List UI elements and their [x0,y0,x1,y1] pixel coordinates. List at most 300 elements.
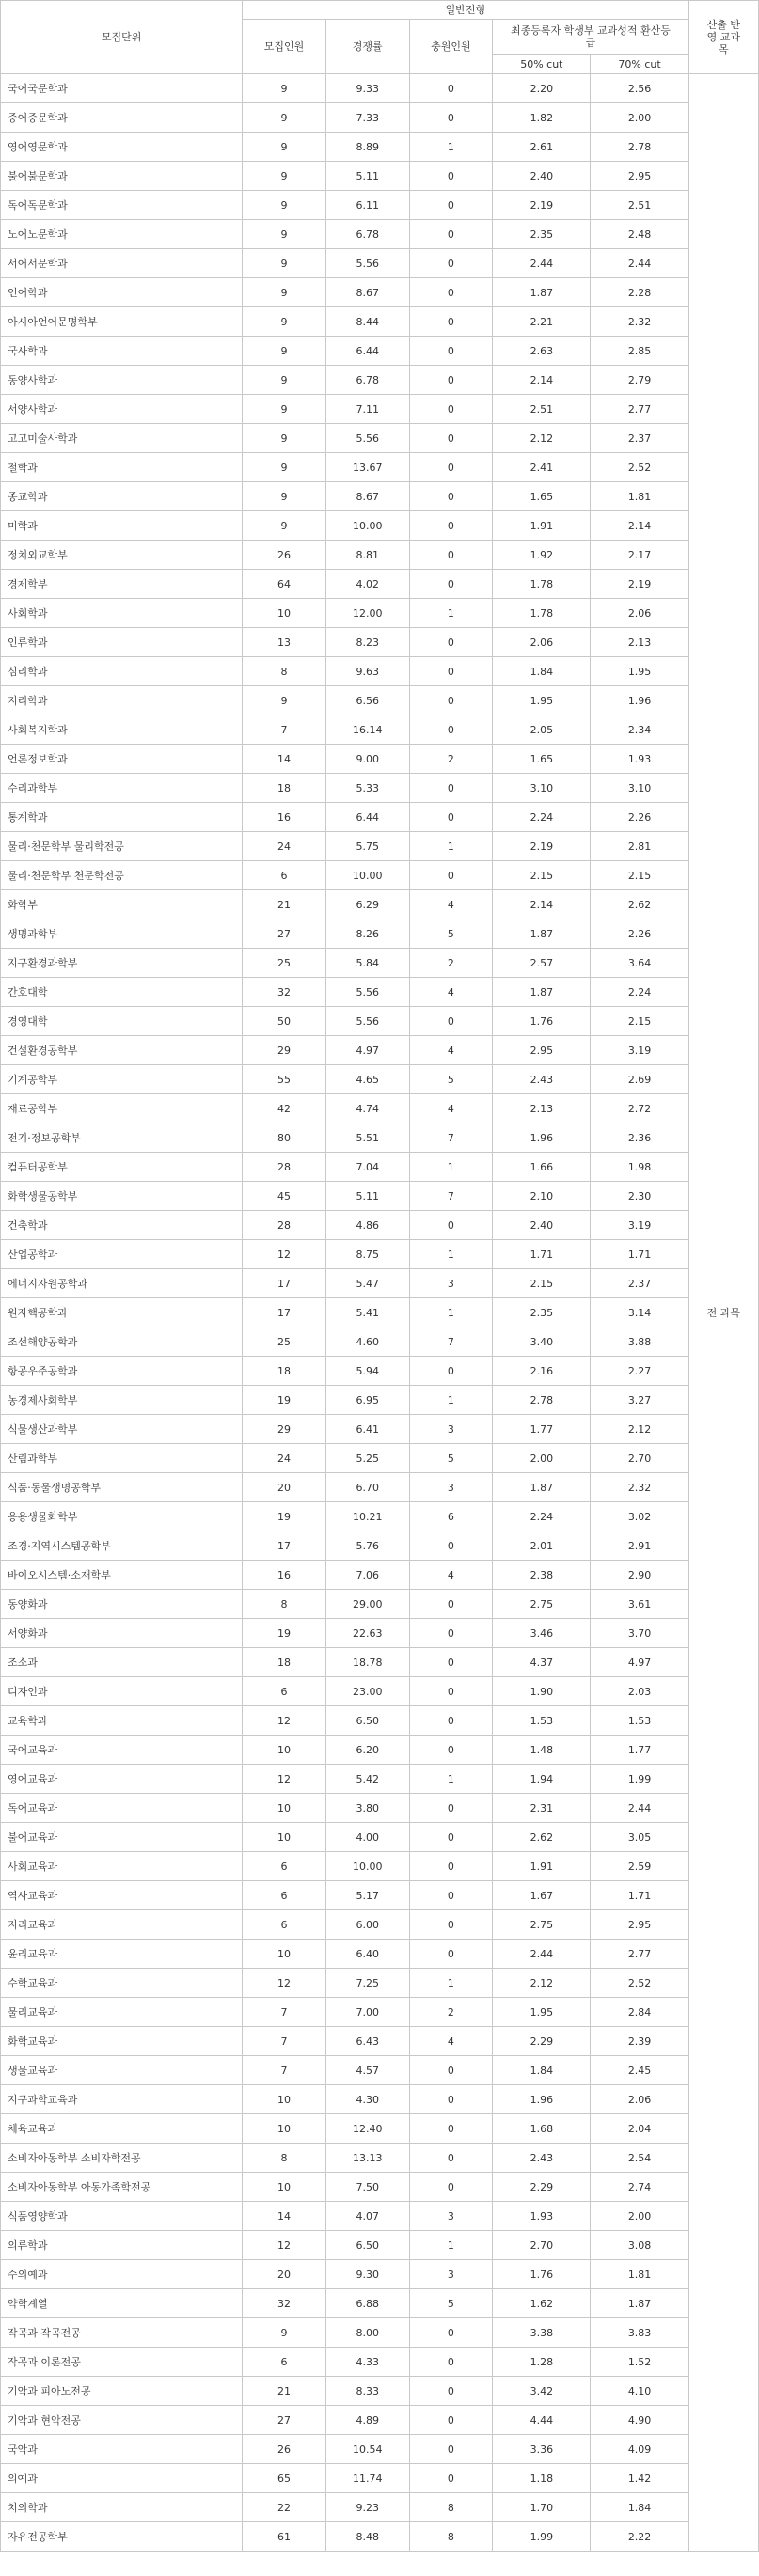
table-row [1,2377,759,2406]
table-row [1,2464,759,2493]
additional-count: 0 [409,1357,493,1386]
unit-name: 농경제사회학부 [1,1386,243,1415]
cut-70: 3.19 [591,1211,688,1240]
cut-70: 1.71 [591,1240,688,1269]
additional-count: 0 [409,307,493,337]
table-row [1,1007,759,1036]
additional-count: 3 [409,2202,493,2231]
cut-70: 4.09 [591,2435,688,2464]
table-row [1,570,759,599]
cut-50: 2.01 [493,1531,591,1561]
unit-name: 언어학과 [1,278,243,307]
table-row [1,2027,759,2056]
header-cut50: 50% cut [493,55,591,74]
additional-count: 0 [409,2173,493,2202]
competition-rate: 8.67 [325,482,409,511]
unit-name: 생물교육과 [1,2056,243,2085]
cut-50: 2.43 [493,1065,591,1094]
additional-count: 0 [409,337,493,366]
competition-rate: 6.70 [325,1473,409,1502]
competition-rate: 7.06 [325,1561,409,1590]
cut-70: 2.72 [591,1094,688,1123]
table-row [1,2056,759,2085]
competition-rate: 7.50 [325,2173,409,2202]
recruit-count: 17 [243,1269,326,1298]
cut-70: 1.71 [591,1881,688,1910]
recruit-count: 21 [243,890,326,919]
cut-70: 1.95 [591,657,688,686]
cut-50: 4.44 [493,2406,591,2435]
additional-count: 1 [409,1240,493,1269]
unit-name: 심리학과 [1,657,243,686]
unit-name: 경제학부 [1,570,243,599]
additional-count: 1 [409,1969,493,1998]
recruit-count: 8 [243,657,326,686]
cut-70: 2.77 [591,395,688,424]
competition-rate: 5.56 [325,424,409,453]
competition-rate: 8.00 [325,2318,409,2348]
table-row [1,657,759,686]
cut-70: 2.91 [591,1531,688,1561]
table-row [1,103,759,133]
additional-count: 0 [409,1881,493,1910]
cut-50: 1.53 [493,1706,591,1736]
recruit-count: 7 [243,1998,326,2027]
unit-name: 윤리교육과 [1,1940,243,1969]
competition-rate: 6.40 [325,1940,409,1969]
table-row [1,1386,759,1415]
unit-name: 조소과 [1,1648,243,1677]
table-row [1,686,759,715]
cut-50: 1.96 [493,2085,591,2114]
table-row [1,1502,759,1531]
additional-count: 0 [409,1531,493,1561]
recruit-count: 9 [243,74,326,103]
competition-rate: 8.44 [325,307,409,337]
cut-50: 2.10 [493,1182,591,1211]
unit-name: 작곡과 작곡전공 [1,2318,243,2348]
header-subjects-label: 산출 반영 교과목 [706,19,741,55]
cut-50: 1.91 [493,511,591,541]
table-row [1,1182,759,1211]
additional-count: 0 [409,657,493,686]
cut-70: 2.28 [591,278,688,307]
cut-50: 2.44 [493,249,591,278]
table-row [1,1211,759,1240]
unit-name: 경영대학 [1,1007,243,1036]
additional-count: 7 [409,1182,493,1211]
cut-70: 2.90 [591,1561,688,1590]
recruit-count: 10 [243,2085,326,2114]
competition-rate: 5.75 [325,832,409,861]
additional-count: 0 [409,2085,493,2114]
unit-name: 화학교육과 [1,2027,243,2056]
cut-70: 4.10 [591,2377,688,2406]
unit-name: 국악과 [1,2435,243,2464]
cut-70: 2.44 [591,1794,688,1823]
cut-70: 2.62 [591,890,688,919]
unit-name: 국어국문학과 [1,74,243,103]
cut-50: 1.99 [493,2522,591,2552]
recruit-count: 29 [243,1415,326,1444]
additional-count: 0 [409,803,493,832]
unit-name: 의류학과 [1,2231,243,2260]
recruit-count: 17 [243,1531,326,1561]
cut-50: 1.87 [493,1473,591,1502]
cut-70: 2.19 [591,570,688,599]
cut-50: 1.87 [493,978,591,1007]
unit-name: 물리교육과 [1,1998,243,2027]
cut-50: 3.10 [493,774,591,803]
recruit-count: 10 [243,1794,326,1823]
cut-70: 3.88 [591,1327,688,1357]
table-row [1,890,759,919]
cut-50: 2.12 [493,1969,591,1998]
unit-name: 약학계열 [1,2289,243,2318]
competition-rate: 4.86 [325,1211,409,1240]
competition-rate: 4.57 [325,2056,409,2085]
recruit-count: 9 [243,133,326,162]
additional-count: 0 [409,2318,493,2348]
competition-rate: 4.30 [325,2085,409,2114]
cut-50: 1.87 [493,919,591,949]
recruit-count: 80 [243,1123,326,1153]
cut-70: 2.44 [591,249,688,278]
additional-count: 0 [409,570,493,599]
additional-count: 0 [409,1852,493,1881]
recruit-count: 9 [243,249,326,278]
additional-count: 0 [409,1648,493,1677]
cut-50: 1.84 [493,2056,591,2085]
competition-rate: 11.74 [325,2464,409,2493]
recruit-count: 9 [243,220,326,249]
cut-70: 2.45 [591,2056,688,2085]
additional-count: 0 [409,424,493,453]
unit-name: 서양사학과 [1,395,243,424]
unit-name: 지구환경과학부 [1,949,243,978]
additional-count: 4 [409,890,493,919]
table-row [1,191,759,220]
cut-50: 2.78 [493,1386,591,1415]
competition-rate: 8.67 [325,278,409,307]
cut-50: 2.29 [493,2173,591,2202]
recruit-count: 10 [243,1823,326,1852]
table-body [1,74,759,2552]
cut-70: 3.70 [591,1619,688,1648]
cut-50: 2.19 [493,832,591,861]
cut-70: 1.93 [591,745,688,774]
cut-70: 2.00 [591,2202,688,2231]
cut-50: 2.43 [493,2144,591,2173]
recruit-count: 6 [243,1881,326,1910]
additional-count: 0 [409,103,493,133]
table-row [1,2406,759,2435]
recruit-count: 16 [243,1561,326,1590]
competition-rate: 7.25 [325,1969,409,1998]
cut-50: 2.20 [493,74,591,103]
recruit-count: 28 [243,1211,326,1240]
unit-name: 소비자아동학부 아동가족학전공 [1,2173,243,2202]
recruit-count: 7 [243,2056,326,2085]
table-row [1,2318,759,2348]
unit-name: 통계학과 [1,803,243,832]
additional-count: 0 [409,774,493,803]
competition-rate: 5.56 [325,1007,409,1036]
cut-50: 1.93 [493,2202,591,2231]
recruit-count: 9 [243,2318,326,2348]
additional-count: 0 [409,628,493,657]
cut-50: 2.29 [493,2027,591,2056]
recruit-count: 12 [243,2231,326,2260]
additional-count: 4 [409,1561,493,1590]
unit-name: 아시아언어문명학부 [1,307,243,337]
competition-rate: 5.51 [325,1123,409,1153]
recruit-count: 64 [243,570,326,599]
table-row [1,74,759,103]
competition-rate: 4.65 [325,1065,409,1094]
cut-50: 1.90 [493,1677,591,1706]
recruit-count: 18 [243,1357,326,1386]
cut-70: 2.17 [591,541,688,570]
cut-50: 2.75 [493,1590,591,1619]
recruit-count: 14 [243,745,326,774]
table-row [1,1240,759,1269]
unit-name: 영어교육과 [1,1765,243,1794]
competition-rate: 4.33 [325,2348,409,2377]
cut-70: 2.06 [591,599,688,628]
cut-70: 2.77 [591,1940,688,1969]
cut-70: 2.56 [591,74,688,103]
cut-70: 2.37 [591,424,688,453]
table-row [1,803,759,832]
additional-count: 0 [409,861,493,890]
unit-name: 지구과학교육과 [1,2085,243,2114]
table-row [1,1094,759,1123]
cut-50: 2.38 [493,1561,591,1590]
table-row [1,2260,759,2289]
recruit-count: 10 [243,599,326,628]
cut-70: 3.27 [591,1386,688,1415]
header-score-title-label: 최종등록자 학생부 교과성적 환산등급 [511,24,671,49]
cut-70: 3.10 [591,774,688,803]
cut-70: 2.79 [591,366,688,395]
unit-name: 수리과학부 [1,774,243,803]
recruit-count: 20 [243,1473,326,1502]
unit-name: 원자핵공학과 [1,1298,243,1327]
header-subjects [688,1,758,74]
table-row [1,133,759,162]
unit-name: 불어불문학과 [1,162,243,191]
unit-name: 화학부 [1,890,243,919]
table-row [1,482,759,511]
competition-rate: 10.00 [325,1852,409,1881]
cut-70: 2.00 [591,103,688,133]
table-row [1,2085,759,2114]
unit-name: 국사학과 [1,337,243,366]
cut-50: 2.63 [493,337,591,366]
additional-count: 0 [409,541,493,570]
recruit-count: 9 [243,511,326,541]
competition-rate: 5.41 [325,1298,409,1327]
competition-rate: 3.80 [325,1794,409,1823]
table-row [1,1677,759,1706]
unit-name: 화학생물공학부 [1,1182,243,1211]
recruit-count: 27 [243,2406,326,2435]
additional-count: 5 [409,1444,493,1473]
table-row [1,220,759,249]
cut-50: 2.14 [493,890,591,919]
cut-50: 1.70 [493,2493,591,2522]
competition-rate: 8.48 [325,2522,409,2552]
additional-count: 0 [409,162,493,191]
additional-count: 0 [409,1910,493,1940]
recruit-count: 9 [243,307,326,337]
additional-count: 0 [409,249,493,278]
additional-count: 0 [409,2435,493,2464]
cut-50: 2.13 [493,1094,591,1123]
additional-count: 0 [409,2114,493,2144]
cut-70: 1.99 [591,1765,688,1794]
table-row [1,745,759,774]
cut-50: 2.61 [493,133,591,162]
cut-50: 2.24 [493,803,591,832]
cut-70: 2.32 [591,307,688,337]
recruit-count: 28 [243,1153,326,1182]
cut-50: 2.51 [493,395,591,424]
cut-50: 2.00 [493,1444,591,1473]
cut-70: 3.05 [591,1823,688,1852]
cut-50: 2.62 [493,1823,591,1852]
additional-count: 4 [409,1036,493,1065]
recruit-count: 9 [243,482,326,511]
cut-50: 1.94 [493,1765,591,1794]
table-row [1,599,759,628]
competition-rate: 5.56 [325,978,409,1007]
additional-count: 2 [409,1998,493,2027]
cut-50: 1.67 [493,1881,591,1910]
subjects-value: 전 과목 [688,74,758,2552]
cut-70: 1.87 [591,2289,688,2318]
table-row [1,541,759,570]
competition-rate: 6.11 [325,191,409,220]
competition-rate: 8.81 [325,541,409,570]
cut-70: 3.64 [591,949,688,978]
cut-70: 2.24 [591,978,688,1007]
recruit-count: 42 [243,1094,326,1123]
additional-count: 4 [409,1094,493,1123]
recruit-count: 9 [243,686,326,715]
cut-70: 2.48 [591,220,688,249]
cut-50: 2.95 [493,1036,591,1065]
additional-count: 0 [409,2464,493,2493]
recruit-count: 16 [243,803,326,832]
additional-count: 4 [409,2027,493,2056]
table-row [1,1765,759,1794]
unit-name: 식물생산과학부 [1,1415,243,1444]
table-row [1,1473,759,1502]
unit-name: 생명과학부 [1,919,243,949]
cut-70: 2.37 [591,1269,688,1298]
unit-name: 독어독문학과 [1,191,243,220]
competition-rate: 6.88 [325,2289,409,2318]
cut-50: 1.62 [493,2289,591,2318]
competition-rate: 12.00 [325,599,409,628]
competition-rate: 10.00 [325,511,409,541]
table-row [1,1706,759,1736]
recruit-count: 26 [243,541,326,570]
table-row [1,2231,759,2260]
recruit-count: 10 [243,1940,326,1969]
recruit-count: 25 [243,949,326,978]
table-row [1,1327,759,1357]
unit-name: 전기·정보공학부 [1,1123,243,1153]
recruit-count: 6 [243,861,326,890]
table-row [1,1415,759,1444]
cut-70: 3.61 [591,1590,688,1619]
recruit-count: 19 [243,1386,326,1415]
competition-rate: 5.11 [325,162,409,191]
recruit-count: 19 [243,1619,326,1648]
unit-name: 수학교육과 [1,1969,243,1998]
table-row [1,1123,759,1153]
additional-count: 3 [409,2260,493,2289]
competition-rate: 6.20 [325,1736,409,1765]
cut-70: 2.15 [591,1007,688,1036]
additional-count: 0 [409,1677,493,1706]
cut-50: 1.76 [493,1007,591,1036]
competition-rate: 6.78 [325,366,409,395]
competition-rate: 6.41 [325,1415,409,1444]
cut-70: 1.96 [591,686,688,715]
recruit-count: 19 [243,1502,326,1531]
recruit-count: 9 [243,162,326,191]
unit-name: 작곡과 이론전공 [1,2348,243,2377]
cut-70: 2.26 [591,803,688,832]
competition-rate: 5.42 [325,1765,409,1794]
additional-count: 5 [409,919,493,949]
unit-name: 동양사학과 [1,366,243,395]
unit-name: 국어교육과 [1,1736,243,1765]
cut-50: 2.35 [493,1298,591,1327]
recruit-count: 9 [243,424,326,453]
cut-50: 2.15 [493,1269,591,1298]
cut-50: 1.18 [493,2464,591,2493]
table-row [1,1794,759,1823]
recruit-count: 9 [243,366,326,395]
cut-50: 2.40 [493,1211,591,1240]
additional-count: 0 [409,1211,493,1240]
cut-70: 2.84 [591,1998,688,2027]
additional-count: 0 [409,686,493,715]
table-row [1,1619,759,1648]
competition-rate: 13.67 [325,453,409,482]
competition-rate: 7.11 [325,395,409,424]
header-additional: 충원인원 [409,20,493,74]
table-row [1,861,759,890]
table-row [1,2435,759,2464]
cut-50: 2.40 [493,162,591,191]
header-unit: 모집단위 [1,1,243,74]
competition-rate: 6.44 [325,337,409,366]
unit-name: 재료공학부 [1,1094,243,1123]
unit-name: 건설환경공학부 [1,1036,243,1065]
recruit-count: 6 [243,1677,326,1706]
unit-name: 언론정보학과 [1,745,243,774]
competition-rate: 10.21 [325,1502,409,1531]
table-row [1,366,759,395]
cut-50: 1.28 [493,2348,591,2377]
cut-70: 2.04 [591,2114,688,2144]
